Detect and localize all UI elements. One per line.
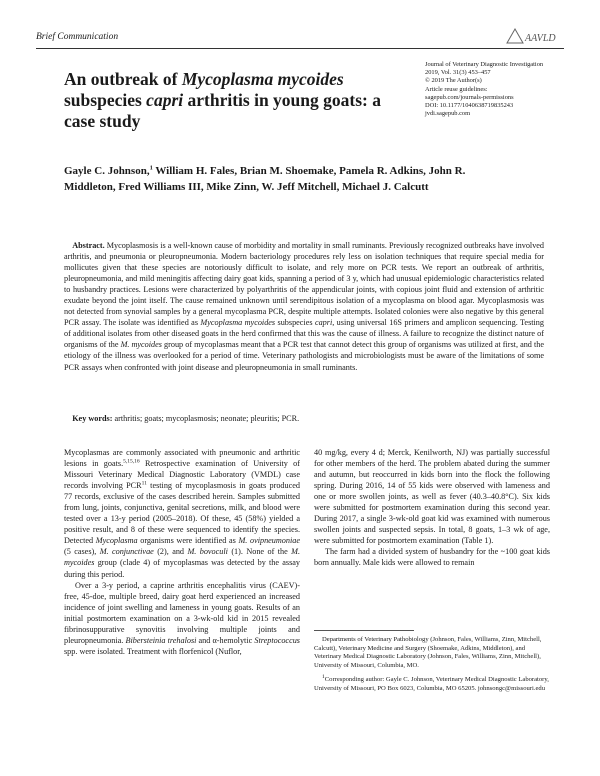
svg-text:AAVLD: AAVLD [525, 33, 556, 44]
journal-info [425, 61, 575, 118]
reuse-guidelines: Article reuse guidelines: [425, 85, 488, 93]
journal-volume: 2019, Vol. 31(3) 453–457 [425, 69, 491, 77]
doi[interactable]: DOI: 10.1177/1040638719835243 [425, 102, 514, 110]
aavld-logo [503, 25, 565, 47]
article-title: An outbreak of Mycoplasma mycoides subspecies capri arthritis in young goats: a case study [64, 69, 381, 131]
corresponding-author-note: $^1$Corresponding author: Gayle C. Johnson, Veterinary Medical Diagnostic Laboratory, University of Missouri, PO Box 6023, Columbia, MO 65205. johnsongc@missouri.edu [314, 674, 549, 692]
footnotes [314, 636, 550, 700]
body-column-right [314, 447, 550, 569]
section-label: Brief Communication [36, 32, 119, 42]
keywords: Key words: arthritis; goats; mycoplasmosis; neonate; pleuritis; PCR. [72, 414, 300, 423]
copyright: © 2019 The Author(s) [425, 77, 482, 85]
body-column-left [64, 447, 300, 657]
author-list: Gayle C. Johnson,$^1$ William H. Fales, Brian M. Shoemake, Pamela R. Adkins, John R. Middleton, Fred Williams III, Mike Zinn, W. Jeff Mitchell, Michael J. Calcutt [64, 164, 466, 193]
affiliation-note: Departments of Veterinary Pathobiology (Johnson, Fales, Williams, Zinn, Mitchell, Calcutt), Veterinary Medicine and Surgery (Shoemake, Adkins, Middleton), and Veterinary Medical Diagnostic Laboratory (Johnson, Fales, Williams, Zinn, Mitchell), University of Missouri, Columbia, MO. [314, 636, 542, 669]
abstract: Abstract. Mycoplasmosis is a well-known cause of morbidity and mortality in small ruminants. Previously recognized outbreaks have involved arthritis, and pneumonia or pleuropneumonia. Modern bacteriology procedures rely less on isolation techniques that require special media for mollicutes given that these species are notoriously difficult to isolate, and rely more on PCR tests. We report an outbreak of arthritis, pleuropneumonia, and mild meningitis affecting dairy goat kids, spanning a period of 3 y, which had unusual epidemiologic characteristics related to husbandry practices. Lesions were characterized by polyarthritis of the appendicular joints, with copious joint fluid and extension of arthritic exudate beyond the joint itself. The cause remained unknown until serendipitous isolation of a mycoplasma on blood agar. Mycoplasmosis was not detected from synovial samples by a general mycoplasma PCR, despite multiple attempts. Isolated colonies were also negative by this general PCR assay. The isolate was identified as Mycoplasma mycoides subspecies capri, using universal 16S primers and amplicon sequencing. Testing of additional isolates from other diseased goats in the herd confirmed that this was the cause of illness. A failure to recognize the distinct nature of organisms of the M. mycoides group of mycoplasmas meant that a PCR test that cannot detect this group of organisms was utilized at first, and the etiology of the illness was overlooked for a period of time. Veterinary pathologists and microbiologists must be aware of the limitations of some PCR assays when confronted with joint disease and pleuropneumonia in small ruminants. [64, 241, 545, 372]
journal-name: Journal of Veterinary Diagnostic Investigation [425, 61, 544, 68]
paragraph: Mycoplasmas are commonly associated with pneumonic and arthritic lesions in goats.$^{5,15,16}$ Retrospective examination of University of Missouri Veterinary Medical Diagnostic Laboratory (VMDL) case records involving PCR$^{11}$ testing of mycoplasmosis in goats produced 77 records, exclusive of the cases described herein. Samples submitted from lung, joints, conjunctiva, genital secretions, milk, and blood were tested over a 13-y period (2005–2018). Of these, 45 (58%) yielded a positive result, and 8 of these were sequenced to identify the species. Detected Mycoplasma organisms were identified as M. ovipneumoniae (5 cases), M. conjunctivae (2), and M. bovoculi (1). None of the M. mycoides group (clade 4) of mycoplasmas was detected by the assay during this period. [64, 448, 300, 579]
paragraph: 40 mg/kg, every 4 d; Merck, Kenilworth, NJ) was partially successful for other members of the herd. The problem abated during the summer and autumn, but reoccurred in kids born into the flock the following spring. During 2016, 14 of 55 kids were observed with lameness and one or more swollen joints, as well as fever (40.3–40.8°C). Six kids were submitted for postmortem examination during this second year. During 2017, a single 3-wk-old goat kid was examined with numerous swollen joints and suspected sepsis. In total, 8 goats, 1–3 wk of age, were submitted for postmortem examination (Table 1). [314, 448, 550, 546]
journal-link[interactable]: jvdi.sagepub.com [425, 110, 471, 118]
footnote-divider [314, 630, 414, 631]
paragraph: Over a 3-y period, a caprine arthritis encephalitis virus (CAEV)-free, 45-doe, multiple breed, dairy goat herd experienced an increased incidence of joint swelling and lameness in young goats. Results of an initial postmortem examination on a 3-wk-old kid in 2015 revealed fibrinosuppurative synovitis involving multiple joints and pleuropneumonia. Bibersteinia trehalosi and α-hemolytic Streptococcus spp. were isolated. Treatment with florfenicol (Nuflor, [64, 580, 300, 656]
permissions-link[interactable]: sagepub.com/journals-permissions [425, 93, 514, 101]
header-divider [36, 48, 564, 49]
abstract-label: Abstract. [72, 241, 105, 250]
paragraph: The farm had a divided system of husbandry for the ~100 goat kids born annually. Male kids were allowed to remain [314, 547, 550, 568]
